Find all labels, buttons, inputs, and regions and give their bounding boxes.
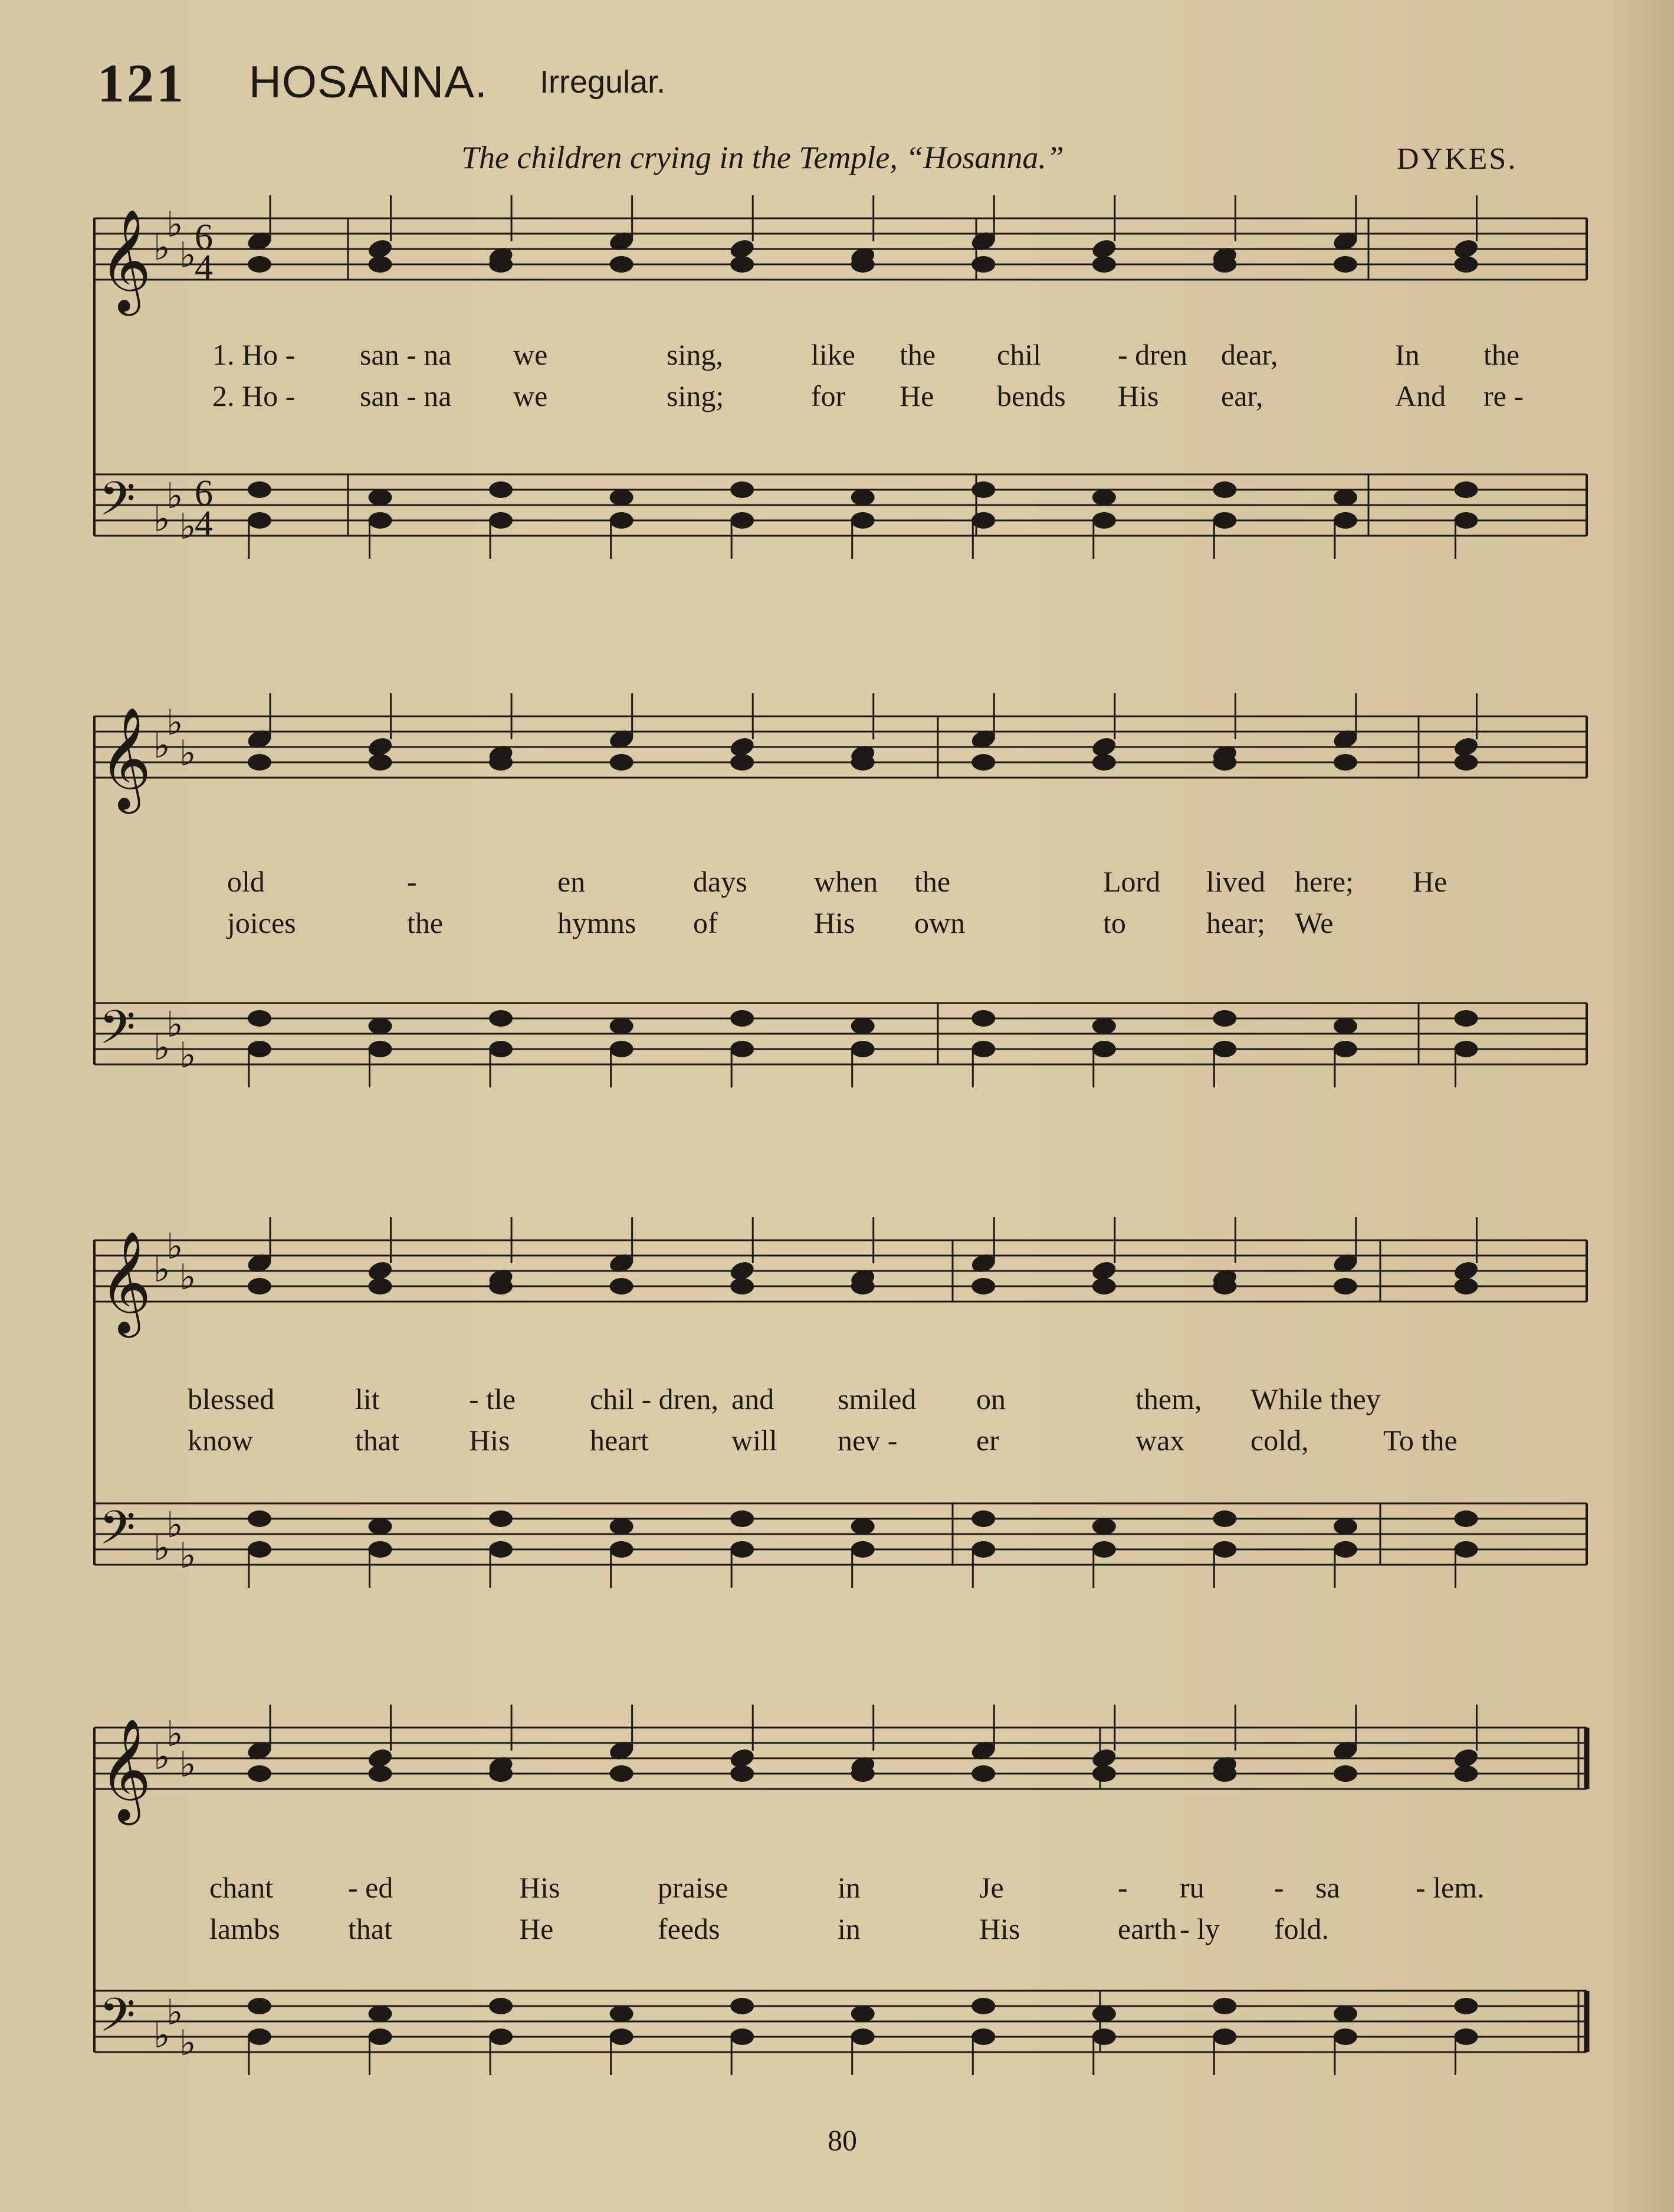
note-head <box>489 1510 513 1527</box>
note-head <box>851 1018 875 1034</box>
bass-staff <box>94 1500 1587 1577</box>
verse1-syllable: - ed <box>348 1871 393 1904</box>
verse2-syllable: own <box>914 906 966 939</box>
note-head <box>248 481 271 498</box>
note-head <box>610 754 634 771</box>
verse1-syllable: - tle <box>469 1382 516 1415</box>
note-head <box>1334 2005 1357 2022</box>
flat-sign-icon: ♭ <box>153 1528 170 1569</box>
note-head <box>1092 754 1116 771</box>
note-head <box>248 1765 271 1782</box>
flat-sign-icon: ♭ <box>179 235 196 276</box>
verse1-syllable: He <box>1413 865 1447 898</box>
note-head <box>1213 1541 1236 1558</box>
treble-staff <box>94 702 1587 814</box>
verse2-syllable: His <box>469 1424 510 1457</box>
verse2-syllable: He <box>519 1912 554 1945</box>
verse1-syllable: here; <box>1295 865 1354 898</box>
note-head <box>1213 481 1236 498</box>
flat-sign-icon: ♭ <box>166 1505 183 1546</box>
verse1-syllable: While they <box>1250 1382 1381 1415</box>
verse1-syllable: dear, <box>1221 338 1278 371</box>
note-head <box>1092 1765 1116 1782</box>
note-head <box>1454 1998 1478 2014</box>
note-head <box>971 481 995 498</box>
verse2-syllable: we <box>513 379 548 412</box>
verse2-syllable: will <box>731 1424 777 1457</box>
note-head <box>489 512 513 529</box>
verse1-syllable: Je <box>979 1871 1004 1904</box>
verse2-syllable: re - <box>1483 379 1524 412</box>
flat-sign-icon: ♭ <box>153 227 170 268</box>
note-head <box>730 1510 754 1527</box>
note-head <box>610 256 634 273</box>
note-head <box>489 1541 513 1558</box>
note-head <box>489 1041 513 1057</box>
bass-staff <box>94 1000 1587 1076</box>
hymn-composer: DYKES. <box>1397 142 1518 176</box>
note-head <box>851 2029 875 2045</box>
flat-sign-icon: ♭ <box>179 2023 196 2064</box>
verse2-syllable: joices <box>227 906 296 939</box>
note-head <box>1092 2029 1116 2045</box>
treble-clef-icon: 𝄞 <box>99 1231 152 1333</box>
note-head <box>971 754 995 771</box>
note-head <box>730 1765 754 1782</box>
note-head <box>730 754 754 771</box>
note-head <box>369 2005 392 2022</box>
note-head <box>851 512 875 529</box>
flat-sign-icon: ♭ <box>166 1004 183 1046</box>
verse2-syllable: bends <box>997 379 1066 412</box>
verse1-syllable: - <box>1118 1871 1128 1904</box>
flat-sign-icon: ♭ <box>179 506 196 548</box>
note-head <box>730 1278 754 1295</box>
note-head <box>610 1041 634 1057</box>
bass-staff <box>94 1988 1587 2064</box>
bass-staff <box>94 471 1587 548</box>
note-head <box>971 512 995 529</box>
verse2-syllable: hymns <box>557 906 636 939</box>
verse1-syllable: the <box>1483 338 1520 371</box>
verse2-syllable: of <box>693 906 718 939</box>
verse1-syllable: and <box>731 1382 774 1415</box>
note-head <box>730 512 754 529</box>
note-head <box>610 489 634 506</box>
note-head <box>610 2029 634 2045</box>
note-head <box>730 1041 754 1057</box>
music-system <box>94 195 1587 559</box>
note-head <box>489 481 513 498</box>
note-head <box>851 1541 875 1558</box>
note-head <box>489 2029 513 2045</box>
note-head <box>971 1541 995 1558</box>
note-head <box>1334 754 1357 771</box>
verse1-syllable: the <box>914 865 951 898</box>
treble-staff <box>94 204 1587 316</box>
note-head <box>1213 754 1236 771</box>
note-head <box>248 2029 271 2045</box>
verse2-syllable: cold, <box>1250 1424 1309 1457</box>
note-head <box>851 1518 875 1535</box>
flat-sign-icon: ♭ <box>166 1992 183 2033</box>
note-head <box>1454 512 1478 529</box>
note-head <box>369 489 392 506</box>
treble-staff <box>94 1226 1587 1338</box>
note-head <box>851 754 875 771</box>
bass-clef-icon: 𝄢 <box>99 1500 136 1567</box>
flat-sign-icon: ♭ <box>153 1027 170 1069</box>
note-head <box>369 1541 392 1558</box>
verse1-syllable: - dren <box>1118 338 1187 371</box>
note-head <box>489 754 513 771</box>
flat-sign-icon: ♭ <box>179 1744 196 1785</box>
note-head <box>1092 1541 1116 1558</box>
verse2-syllable: 2. Ho - <box>212 379 296 412</box>
verse1-syllable: when <box>814 865 878 898</box>
note-head <box>610 1278 634 1295</box>
note-head <box>851 1278 875 1295</box>
note-head <box>1092 2005 1116 2022</box>
note-head <box>730 481 754 498</box>
note-head <box>851 1765 875 1782</box>
note-head <box>1334 1541 1357 1558</box>
note-head <box>730 1998 754 2014</box>
flat-sign-icon: ♭ <box>153 1736 170 1778</box>
note-head <box>1454 1765 1478 1782</box>
note-head <box>1334 1018 1357 1034</box>
verse2-syllable: the <box>407 906 444 939</box>
flat-sign-icon: ♭ <box>166 702 183 743</box>
treble-staff <box>94 1713 1587 1826</box>
verse2-syllable: wax <box>1135 1424 1185 1457</box>
verse2-syllable: ear, <box>1221 379 1263 412</box>
note-head <box>369 2029 392 2045</box>
flat-sign-icon: ♭ <box>179 1035 196 1076</box>
note-head <box>248 1010 271 1027</box>
verse1-syllable: chil - dren, <box>590 1382 718 1415</box>
note-head <box>730 1541 754 1558</box>
note-head <box>730 256 754 273</box>
note-head <box>248 1998 271 2014</box>
flat-sign-icon: ♭ <box>153 1249 170 1290</box>
note-head <box>1213 512 1236 529</box>
verse2-syllable: sing; <box>667 379 724 412</box>
verse2-syllable: that <box>355 1424 399 1457</box>
note-head <box>489 1010 513 1027</box>
hymn-number: 121 <box>97 53 186 113</box>
note-head <box>1092 1518 1116 1535</box>
verse1-syllable: In <box>1395 338 1420 371</box>
verse2-syllable: hear; <box>1206 906 1265 939</box>
note-head <box>971 2029 995 2045</box>
verse1-syllable: the <box>900 338 936 371</box>
verse1-syllable: His <box>519 1871 560 1904</box>
note-head <box>1213 1510 1236 1527</box>
note-head <box>730 1010 754 1027</box>
verse2-syllable: san - na <box>360 379 452 412</box>
verse1-syllable: chil <box>997 338 1041 371</box>
verse1-syllable: in <box>838 1871 861 1904</box>
verse1-syllable: smiled <box>838 1382 917 1415</box>
note-head <box>248 1278 271 1295</box>
note-head <box>1454 1510 1478 1527</box>
page-number: 80 <box>828 2123 857 2157</box>
note-head <box>971 1010 995 1027</box>
verse1-syllable: lit <box>355 1382 380 1415</box>
flat-sign-icon: ♭ <box>153 2015 170 2056</box>
note-head <box>1092 256 1116 273</box>
note-head <box>610 512 634 529</box>
note-head <box>1454 2029 1478 2045</box>
verse1-syllable: praise <box>658 1871 728 1904</box>
note-head <box>610 1018 634 1034</box>
note-head <box>610 2005 634 2022</box>
verse1-syllable: en <box>557 865 586 898</box>
note-head <box>248 1041 271 1057</box>
note-head <box>369 1765 392 1782</box>
note-head <box>369 1278 392 1295</box>
note-head <box>248 754 271 771</box>
verse2-syllable: lambs <box>209 1912 280 1945</box>
time-signature-bottom: 4 <box>195 504 213 544</box>
note-head <box>369 512 392 529</box>
note-head <box>851 1041 875 1057</box>
verse1-syllable: days <box>693 865 747 898</box>
note-head <box>248 1541 271 1558</box>
bass-clef-icon: 𝄢 <box>99 1000 136 1066</box>
note-head <box>369 754 392 771</box>
verse2-syllable: er <box>976 1424 999 1457</box>
verse2-syllable: His <box>979 1912 1020 1945</box>
hymn-subtitle: The children crying in the Temple, “Hosanna.” <box>461 140 1064 175</box>
note-head <box>1334 1278 1357 1295</box>
verse2-syllable: - ly <box>1180 1912 1220 1945</box>
note-head <box>1092 1041 1116 1057</box>
note-head <box>1092 1018 1116 1034</box>
flat-sign-icon: ♭ <box>153 725 170 766</box>
verse2-syllable: We <box>1295 906 1334 939</box>
note-head <box>1213 1041 1236 1057</box>
note-head <box>1334 2029 1357 2045</box>
note-head <box>1213 1765 1236 1782</box>
verse2-syllable: nev - <box>838 1424 898 1457</box>
verse1-syllable: like <box>811 338 855 371</box>
note-head <box>1334 1518 1357 1535</box>
flat-sign-icon: ♭ <box>179 733 196 774</box>
note-head <box>851 489 875 506</box>
verse1-syllable: on <box>976 1382 1006 1415</box>
note-head <box>1092 512 1116 529</box>
note-head <box>971 1510 995 1527</box>
verse2-syllable: earth <box>1118 1912 1177 1945</box>
verse1-syllable: lived <box>1206 865 1265 898</box>
verse2-syllable: fold. <box>1274 1912 1330 1945</box>
note-head <box>489 1998 513 2014</box>
note-head <box>489 1278 513 1295</box>
note-head <box>730 2029 754 2045</box>
note-head <box>1454 1278 1478 1295</box>
note-head <box>1213 1998 1236 2014</box>
treble-clef-icon: 𝄞 <box>99 1718 152 1821</box>
flat-sign-icon: ♭ <box>166 1226 183 1267</box>
note-head <box>610 1765 634 1782</box>
verse1-syllable: we <box>513 338 548 371</box>
note-head <box>851 2005 875 2022</box>
note-head <box>1213 256 1236 273</box>
time-signature-top: 6 <box>195 473 213 513</box>
note-head <box>971 256 995 273</box>
verse1-syllable: sing, <box>667 338 723 371</box>
note-head <box>248 1510 271 1527</box>
verse2-syllable: heart <box>590 1424 649 1457</box>
note-head <box>248 256 271 273</box>
note-head <box>1334 1041 1357 1057</box>
note-head <box>971 1765 995 1782</box>
flat-sign-icon: ♭ <box>166 476 183 517</box>
note-head <box>1092 489 1116 506</box>
note-head <box>1213 2029 1236 2045</box>
note-head <box>1454 481 1478 498</box>
note-head <box>489 256 513 273</box>
verse1-syllable: - <box>407 865 417 898</box>
verse2-syllable: feeds <box>658 1912 720 1945</box>
verse1-syllable: Lord <box>1103 865 1161 898</box>
flat-sign-icon: ♭ <box>166 1713 183 1755</box>
note-head <box>610 1541 634 1558</box>
verse2-syllable: To the <box>1383 1424 1458 1457</box>
verse1-syllable: sa <box>1315 1871 1340 1904</box>
verse1-syllable: them, <box>1135 1382 1202 1415</box>
flat-sign-icon: ♭ <box>166 204 183 245</box>
note-head <box>1213 1278 1236 1295</box>
time-signature-bottom: 4 <box>195 248 213 288</box>
verse2-syllable: that <box>348 1912 392 1945</box>
verse1-syllable: - <box>1274 1871 1284 1904</box>
note-head <box>1454 1041 1478 1057</box>
note-head <box>489 1765 513 1782</box>
note-head <box>851 256 875 273</box>
note-head <box>1454 256 1478 273</box>
note-head <box>248 512 271 529</box>
time-signature-top: 6 <box>195 217 213 257</box>
verse2-syllable: He <box>900 379 934 412</box>
verse2-syllable: And <box>1395 379 1446 412</box>
verse1-syllable: chant <box>209 1871 274 1904</box>
note-head <box>369 1041 392 1057</box>
note-head <box>1334 256 1357 273</box>
verse1-syllable: 1. Ho - <box>212 338 296 371</box>
treble-clef-icon: 𝄞 <box>99 707 152 810</box>
flat-sign-icon: ♭ <box>153 499 170 540</box>
note-head <box>369 1518 392 1535</box>
verse2-syllable: know <box>188 1424 254 1457</box>
flat-sign-icon: ♭ <box>179 1257 196 1298</box>
hymn-title: HOSANNA. <box>249 57 488 107</box>
note-head <box>1334 1765 1357 1782</box>
note-head <box>1454 1010 1478 1027</box>
note-head <box>971 1998 995 2014</box>
verse2-syllable: His <box>1118 379 1159 412</box>
verse1-syllable: san - na <box>360 338 452 371</box>
note-head <box>1213 1010 1236 1027</box>
verse2-syllable: for <box>811 379 846 412</box>
note-head <box>1092 1278 1116 1295</box>
hymn-meter: Irregular. <box>540 64 666 100</box>
note-head <box>1334 489 1357 506</box>
note-head <box>971 1041 995 1057</box>
verse1-syllable: old <box>227 865 265 898</box>
note-head <box>369 1018 392 1034</box>
verse1-syllable: ru <box>1180 1871 1204 1904</box>
treble-clef-icon: 𝄞 <box>99 209 152 312</box>
verse2-syllable: His <box>814 906 855 939</box>
note-head <box>971 1278 995 1295</box>
verse2-syllable: in <box>838 1912 861 1945</box>
note-head <box>1454 754 1478 771</box>
flat-sign-icon: ♭ <box>179 1535 196 1577</box>
bass-clef-icon: 𝄢 <box>99 1988 136 2054</box>
verse1-syllable: - lem. <box>1416 1871 1485 1904</box>
verse2-syllable: to <box>1103 906 1126 939</box>
note-head <box>1454 1541 1478 1558</box>
note-head <box>369 256 392 273</box>
bass-clef-icon: 𝄢 <box>99 471 136 538</box>
note-head <box>1334 512 1357 529</box>
note-head <box>610 1518 634 1535</box>
verse1-syllable: blessed <box>188 1382 275 1415</box>
